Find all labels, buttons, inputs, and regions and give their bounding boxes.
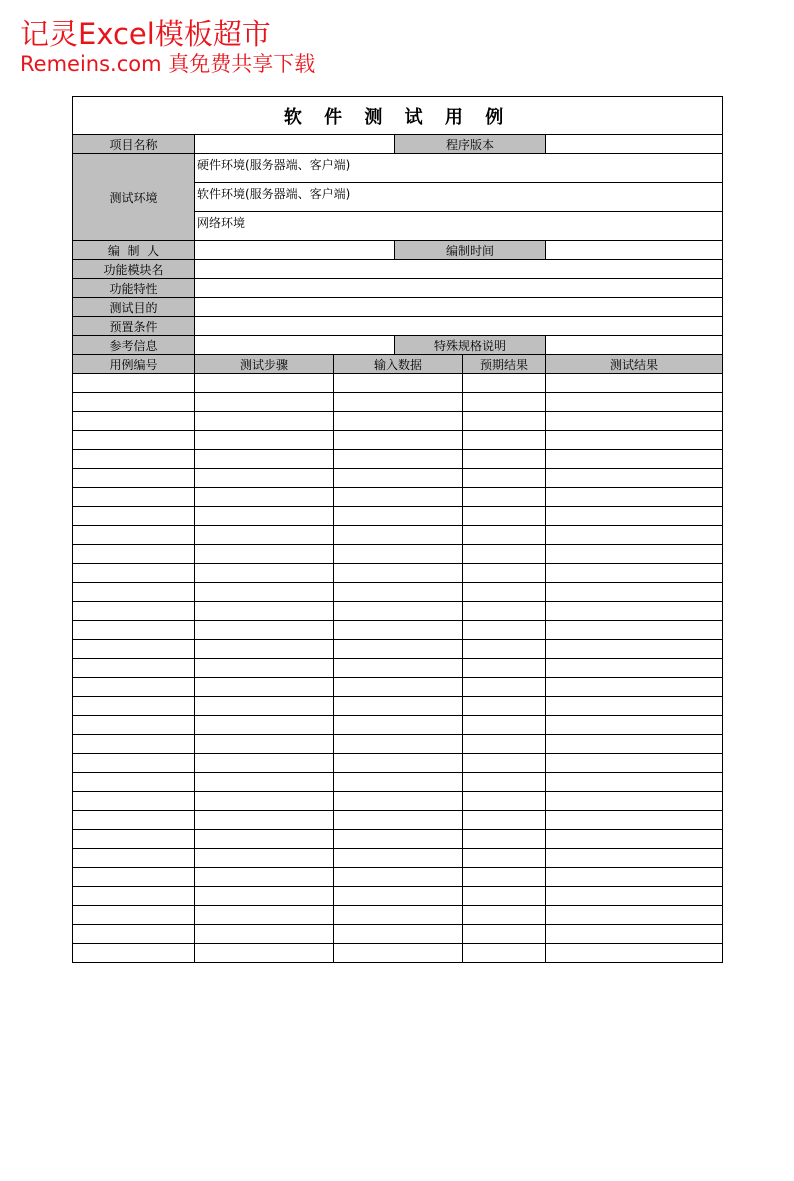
- input-data-cell[interactable]: [334, 925, 463, 944]
- test-result-cell[interactable]: [546, 868, 723, 887]
- test-steps-cell[interactable]: [195, 431, 334, 450]
- input-data-cell[interactable]: [334, 545, 463, 564]
- watermark-brand-text: 记灵Excel模板超市: [20, 17, 271, 51]
- input-data-cell[interactable]: [334, 849, 463, 868]
- input-data-cell[interactable]: [334, 507, 463, 526]
- project-name-label: 项目名称: [73, 135, 195, 154]
- expected-result-cell[interactable]: [463, 374, 546, 393]
- test-result-cell[interactable]: [546, 735, 723, 754]
- table-row: [73, 621, 723, 640]
- input-data-cell[interactable]: [334, 488, 463, 507]
- case-id-cell[interactable]: [73, 488, 195, 507]
- project-name-field[interactable]: [195, 135, 395, 154]
- case-id-cell[interactable]: [73, 754, 195, 773]
- case-id-cell[interactable]: [73, 545, 195, 564]
- input-data-cell[interactable]: [334, 526, 463, 545]
- expected-result-cell[interactable]: [463, 621, 546, 640]
- expected-result-cell[interactable]: [463, 602, 546, 621]
- test-result-cell[interactable]: [546, 431, 723, 450]
- test-steps-cell[interactable]: [195, 640, 334, 659]
- case-id-cell[interactable]: [73, 925, 195, 944]
- table-row: [73, 792, 723, 811]
- table-row: [73, 773, 723, 792]
- special-spec-field[interactable]: [546, 336, 723, 355]
- program-version-label: 程序版本: [395, 135, 546, 154]
- input-data-cell[interactable]: [334, 735, 463, 754]
- input-data-cell[interactable]: [334, 944, 463, 963]
- expected-result-cell[interactable]: [463, 830, 546, 849]
- case-id-cell[interactable]: [73, 412, 195, 431]
- case-id-cell[interactable]: [73, 792, 195, 811]
- input-data-cell[interactable]: [334, 602, 463, 621]
- expected-result-cell[interactable]: [463, 716, 546, 735]
- test-steps-cell[interactable]: [195, 811, 334, 830]
- col-header-case-id: 用例编号: [73, 355, 195, 374]
- test-steps-cell[interactable]: [195, 944, 334, 963]
- features-label: 功能特性: [73, 279, 195, 298]
- expected-result-cell[interactable]: [463, 735, 546, 754]
- expected-result-cell[interactable]: [463, 431, 546, 450]
- expected-result-cell[interactable]: [463, 944, 546, 963]
- test-steps-cell[interactable]: [195, 906, 334, 925]
- test-steps-cell[interactable]: [195, 716, 334, 735]
- test-result-cell[interactable]: [546, 450, 723, 469]
- table-row: [73, 450, 723, 469]
- expected-result-cell[interactable]: [463, 678, 546, 697]
- expected-result-cell[interactable]: [463, 906, 546, 925]
- expected-result-cell[interactable]: [463, 412, 546, 431]
- case-id-cell[interactable]: [73, 830, 195, 849]
- sheet-title: 软 件 测 试 用 例: [73, 97, 723, 135]
- table-row: [73, 716, 723, 735]
- test-result-cell[interactable]: [546, 944, 723, 963]
- test-steps-cell[interactable]: [195, 393, 334, 412]
- test-steps-cell[interactable]: [195, 526, 334, 545]
- table-row: [73, 526, 723, 545]
- input-data-cell[interactable]: [334, 678, 463, 697]
- input-data-cell[interactable]: [334, 906, 463, 925]
- col-header-test-steps: 测试步骤: [195, 355, 334, 374]
- table-row: [73, 830, 723, 849]
- table-row: [73, 944, 723, 963]
- test-result-cell[interactable]: [546, 925, 723, 944]
- test-steps-cell[interactable]: [195, 659, 334, 678]
- test-case-sheet: [72, 96, 723, 963]
- expected-result-cell[interactable]: [463, 469, 546, 488]
- author-label: 编 制 人: [73, 241, 195, 260]
- test-result-cell[interactable]: [546, 640, 723, 659]
- module-name-label: 功能模块名: [73, 260, 195, 279]
- test-result-cell[interactable]: [546, 393, 723, 412]
- case-id-cell[interactable]: [73, 716, 195, 735]
- input-data-cell[interactable]: [334, 830, 463, 849]
- table-row: [73, 659, 723, 678]
- table-row: [73, 583, 723, 602]
- test-steps-cell[interactable]: [195, 887, 334, 906]
- table-row: [73, 925, 723, 944]
- input-data-cell[interactable]: [334, 640, 463, 659]
- test-result-cell[interactable]: [546, 773, 723, 792]
- case-id-cell[interactable]: [73, 526, 195, 545]
- input-data-cell[interactable]: [334, 887, 463, 906]
- table-row: [73, 735, 723, 754]
- compile-time-field[interactable]: [546, 241, 723, 260]
- module-name-field[interactable]: [195, 260, 723, 279]
- case-id-cell[interactable]: [73, 450, 195, 469]
- expected-result-cell[interactable]: [463, 849, 546, 868]
- input-data-cell[interactable]: [334, 659, 463, 678]
- table-row: [73, 412, 723, 431]
- input-data-cell[interactable]: [334, 412, 463, 431]
- preconditions-field[interactable]: [195, 317, 723, 336]
- expected-result-cell[interactable]: [463, 640, 546, 659]
- case-id-cell[interactable]: [73, 868, 195, 887]
- case-id-cell[interactable]: [73, 431, 195, 450]
- table-row: [73, 678, 723, 697]
- input-data-cell[interactable]: [334, 811, 463, 830]
- preconditions-label: 预置条件: [73, 317, 195, 336]
- expected-result-cell[interactable]: [463, 545, 546, 564]
- purpose-label: 测试目的: [73, 298, 195, 317]
- test-result-cell[interactable]: [546, 583, 723, 602]
- table-row: [73, 374, 723, 393]
- table-row: [73, 849, 723, 868]
- test-steps-cell[interactable]: [195, 507, 334, 526]
- reference-label: 参考信息: [73, 336, 195, 355]
- case-id-cell[interactable]: [73, 621, 195, 640]
- table-row: [73, 906, 723, 925]
- col-header-test-result: 测试结果: [546, 355, 723, 374]
- reference-field[interactable]: [195, 336, 395, 355]
- test-steps-cell[interactable]: [195, 849, 334, 868]
- case-id-cell[interactable]: [73, 507, 195, 526]
- test-result-cell[interactable]: [546, 564, 723, 583]
- expected-result-cell[interactable]: [463, 792, 546, 811]
- expected-result-cell[interactable]: [463, 697, 546, 716]
- test-result-cell[interactable]: [546, 830, 723, 849]
- expected-result-cell[interactable]: [463, 773, 546, 792]
- table-row: [73, 868, 723, 887]
- input-data-cell[interactable]: [334, 773, 463, 792]
- input-data-cell[interactable]: [334, 469, 463, 488]
- case-id-cell[interactable]: [73, 659, 195, 678]
- test-result-cell[interactable]: [546, 754, 723, 773]
- watermark-logo: [20, 17, 316, 76]
- special-spec-label: 特殊规格说明: [395, 336, 546, 355]
- table-row: [73, 640, 723, 659]
- test-steps-cell[interactable]: [195, 925, 334, 944]
- table-row: [73, 545, 723, 564]
- expected-result-cell[interactable]: [463, 925, 546, 944]
- test-steps-cell[interactable]: [195, 697, 334, 716]
- case-id-cell[interactable]: [73, 849, 195, 868]
- table-row: [73, 431, 723, 450]
- test-steps-cell[interactable]: [195, 830, 334, 849]
- case-id-cell[interactable]: [73, 735, 195, 754]
- test-result-cell[interactable]: [546, 792, 723, 811]
- case-id-cell[interactable]: [73, 678, 195, 697]
- input-data-cell[interactable]: [334, 716, 463, 735]
- expected-result-cell[interactable]: [463, 488, 546, 507]
- expected-result-cell[interactable]: [463, 868, 546, 887]
- test-result-cell[interactable]: [546, 526, 723, 545]
- test-steps-cell[interactable]: [195, 621, 334, 640]
- expected-result-cell[interactable]: [463, 811, 546, 830]
- input-data-cell[interactable]: [334, 868, 463, 887]
- case-id-cell[interactable]: [73, 640, 195, 659]
- case-id-cell[interactable]: [73, 811, 195, 830]
- compile-time-label: 编制时间: [395, 241, 546, 260]
- table-row: [73, 811, 723, 830]
- program-version-field[interactable]: [546, 135, 723, 154]
- case-id-cell[interactable]: [73, 393, 195, 412]
- table-row: [73, 507, 723, 526]
- test-result-cell[interactable]: [546, 602, 723, 621]
- table-row: [73, 488, 723, 507]
- expected-result-cell[interactable]: [463, 659, 546, 678]
- expected-result-cell[interactable]: [463, 583, 546, 602]
- input-data-cell[interactable]: [334, 583, 463, 602]
- expected-result-cell[interactable]: [463, 526, 546, 545]
- expected-result-cell[interactable]: [463, 564, 546, 583]
- test-steps-cell[interactable]: [195, 754, 334, 773]
- author-field[interactable]: [195, 241, 395, 260]
- expected-result-cell[interactable]: [463, 450, 546, 469]
- watermark-site-text: Remeins.com 真免费共享下载: [20, 52, 316, 76]
- table-row: [73, 887, 723, 906]
- input-data-cell[interactable]: [334, 792, 463, 811]
- test-result-cell[interactable]: [546, 621, 723, 640]
- col-header-expected-result: 预期结果: [463, 355, 546, 374]
- test-result-cell[interactable]: [546, 849, 723, 868]
- test-result-cell[interactable]: [546, 545, 723, 564]
- test-result-cell[interactable]: [546, 906, 723, 925]
- test-result-cell[interactable]: [546, 678, 723, 697]
- test-steps-cell[interactable]: [195, 450, 334, 469]
- input-data-cell[interactable]: [334, 431, 463, 450]
- expected-result-cell[interactable]: [463, 754, 546, 773]
- test-result-cell[interactable]: [546, 659, 723, 678]
- test-steps-cell[interactable]: [195, 678, 334, 697]
- input-data-cell[interactable]: [334, 564, 463, 583]
- case-id-cell[interactable]: [73, 906, 195, 925]
- case-id-cell[interactable]: [73, 469, 195, 488]
- test-steps-cell[interactable]: [195, 564, 334, 583]
- test-steps-cell[interactable]: [195, 412, 334, 431]
- test-result-cell[interactable]: [546, 811, 723, 830]
- expected-result-cell[interactable]: [463, 393, 546, 412]
- input-data-cell[interactable]: [334, 450, 463, 469]
- table-row: [73, 697, 723, 716]
- test-steps-cell[interactable]: [195, 773, 334, 792]
- case-id-cell[interactable]: [73, 564, 195, 583]
- test-steps-cell[interactable]: [195, 792, 334, 811]
- case-id-cell[interactable]: [73, 374, 195, 393]
- input-data-cell[interactable]: [334, 621, 463, 640]
- input-data-cell[interactable]: [334, 754, 463, 773]
- test-steps-cell[interactable]: [195, 735, 334, 754]
- input-data-cell[interactable]: [334, 697, 463, 716]
- env-network-field[interactable]: 网络环境: [195, 212, 723, 241]
- test-env-label: 测试环境: [73, 154, 195, 241]
- expected-result-cell[interactable]: [463, 507, 546, 526]
- test-result-cell[interactable]: [546, 697, 723, 716]
- test-result-cell[interactable]: [546, 469, 723, 488]
- table-row: [73, 564, 723, 583]
- test-result-cell[interactable]: [546, 488, 723, 507]
- test-steps-cell[interactable]: [195, 545, 334, 564]
- case-id-cell[interactable]: [73, 697, 195, 716]
- expected-result-cell[interactable]: [463, 887, 546, 906]
- test-steps-cell[interactable]: [195, 374, 334, 393]
- purpose-field[interactable]: [195, 298, 723, 317]
- input-data-cell[interactable]: [334, 374, 463, 393]
- features-field[interactable]: [195, 279, 723, 298]
- table-row: [73, 602, 723, 621]
- test-steps-cell[interactable]: [195, 488, 334, 507]
- case-id-cell[interactable]: [73, 773, 195, 792]
- table-row: [73, 754, 723, 773]
- test-result-cell[interactable]: [546, 412, 723, 431]
- env-software-field[interactable]: 软件环境(服务器端、客户端): [195, 183, 723, 212]
- case-id-cell[interactable]: [73, 583, 195, 602]
- case-id-cell[interactable]: [73, 944, 195, 963]
- test-result-cell[interactable]: [546, 507, 723, 526]
- case-rows: [73, 374, 723, 963]
- test-steps-cell[interactable]: [195, 583, 334, 602]
- case-id-cell[interactable]: [73, 602, 195, 621]
- test-steps-cell[interactable]: [195, 602, 334, 621]
- case-id-cell[interactable]: [73, 887, 195, 906]
- test-result-cell[interactable]: [546, 716, 723, 735]
- test-steps-cell[interactable]: [195, 469, 334, 488]
- input-data-cell[interactable]: [334, 393, 463, 412]
- col-header-input-data: 输入数据: [334, 355, 463, 374]
- table-row: [73, 469, 723, 488]
- test-result-cell[interactable]: [546, 887, 723, 906]
- table-row: [73, 393, 723, 412]
- test-result-cell[interactable]: [546, 374, 723, 393]
- test-steps-cell[interactable]: [195, 868, 334, 887]
- env-hardware-field[interactable]: 硬件环境(服务器端、客户端): [195, 154, 723, 183]
